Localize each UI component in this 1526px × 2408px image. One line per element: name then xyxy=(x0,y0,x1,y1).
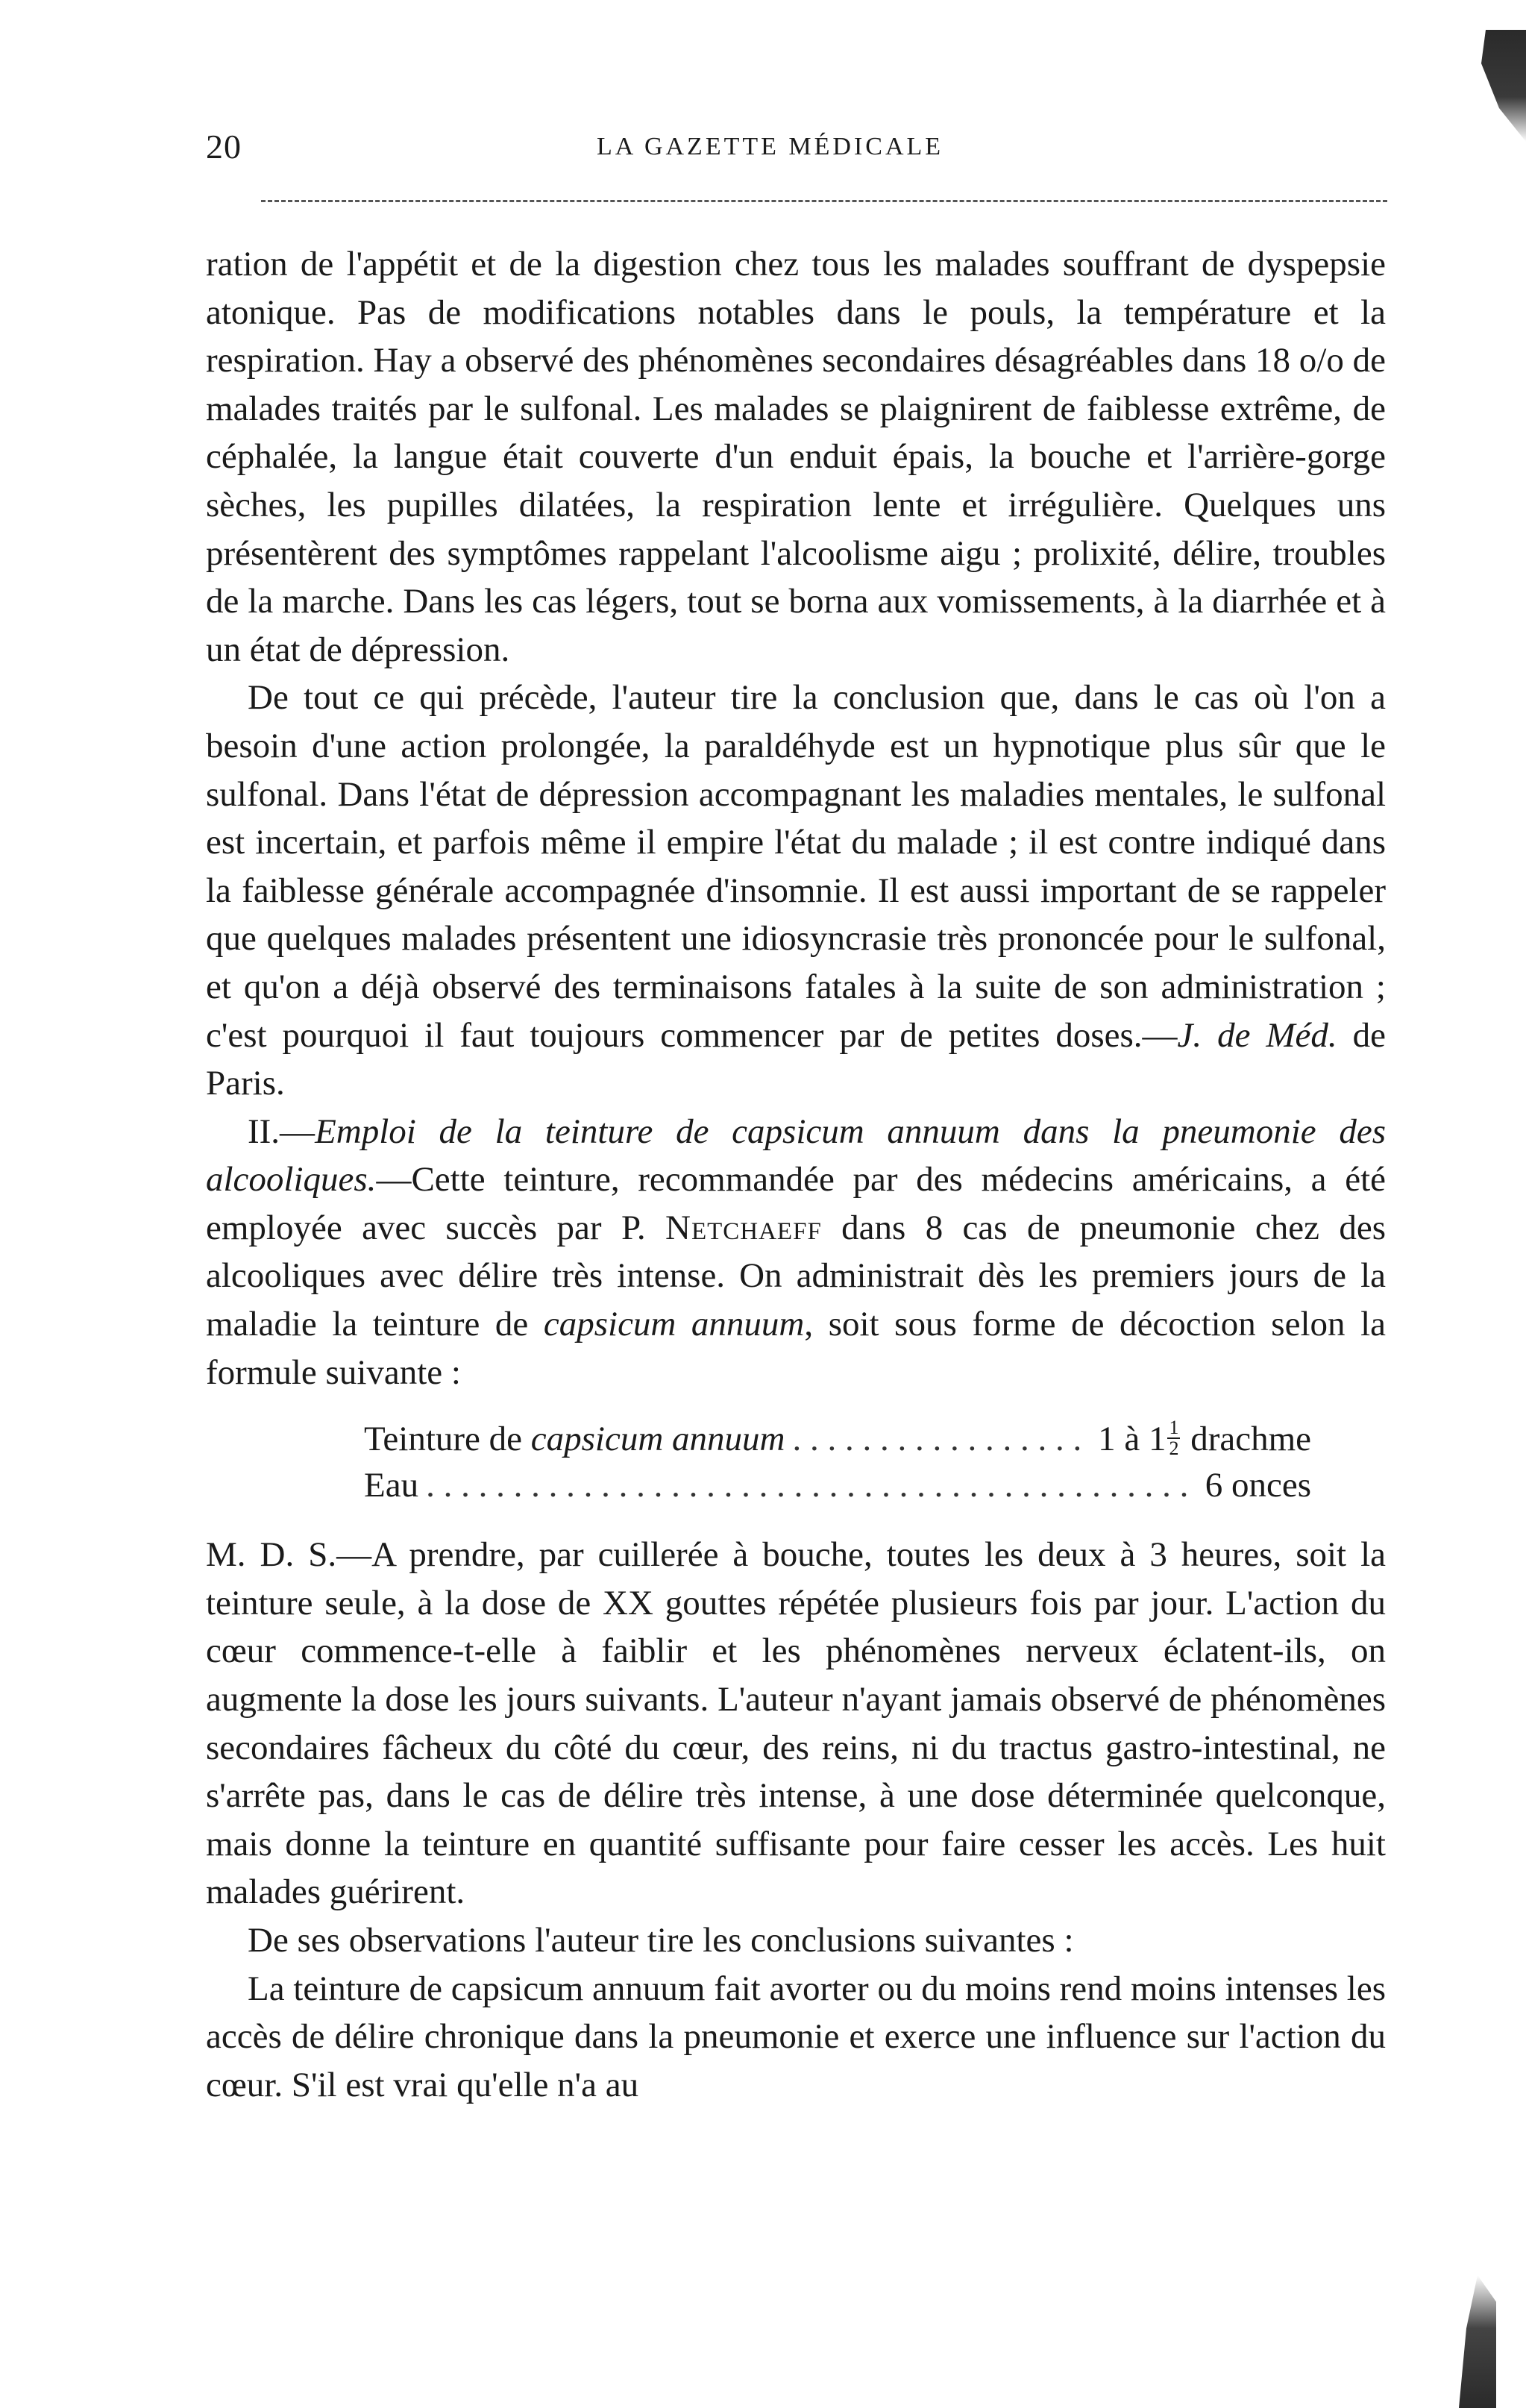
paragraph-continuation: ration de l'appétit et de la digestion chez tous les malades souffrant de dyspepsie atonique. Pas de modifications notables dans le pouls, la température et la respiration. Hay a observé des phénomènes secondaires désagréables dans 18 o/o de malades traités par le sulfonal. Les malades se plaignirent de faiblesse extrême, de céphalée, la langue était couverte d'un enduit épais, la bouche et l'arrière-gorge sèches, les pupilles dilatées, la respiration lente et irrégulière. Quelques uns présentèrent des symptômes rappelant l'alcoolisme aigu ; prolixité, délire, troubles de la marche. Dans les cas légers, tout se borna aux vomissements, à la diarrhée et à un état de dépression. xyxy=(206,245,1386,669)
formula-row-tincture xyxy=(364,1416,1311,1462)
capsicum-term: capsicum annuum xyxy=(543,1305,805,1344)
fraction-numerator: 1 xyxy=(1169,1417,1179,1439)
source-city: de Paris. xyxy=(206,1015,1386,1103)
paragraph-section-ii xyxy=(206,1108,1386,1397)
paragraph-dosage: M. D. S.—A prendre, par cuillerée à bouche, toutes les deux à 3 heures, soit la teinture seule, à la dose de XX gouttes répétée plusieurs fois par jour. L'action du cœur commence-t-elle à faiblir et les phénomènes nerveux éclatent-ils, on augmente la dose les jours suivants. L'auteur n'ayant jamais observé de phénomènes secondaires fâcheux du côté du cœur, des reins, ni du tractus gastro-intestinal, ne s'arrête pas, dans le cas de délire très intense, à une dose déterminée quelconque, mais donne la teinture en quantité suffisante pour faire cesser les accès. Les huit malades guérirent. xyxy=(206,1535,1386,1912)
section-number: II.— xyxy=(248,1111,315,1151)
formula-dose-tincture-unit: drachme xyxy=(1181,1420,1311,1459)
dot-leader xyxy=(793,1416,1091,1462)
article-body xyxy=(206,240,1386,2109)
paragraph-conclusion-text: De tout ce qui précède, l'auteur tire la conclusion que, dans le cas où l'on a besoin d'une action prolongée, la paraldéhyde est un hypnotique plus sûr que le sulfonal. Dans l'état de dépression accompagnant les maladies mentales, le sulfonal est incertain, et parfois même il empire l'état du malade ; il est contre indiqué dans la faiblesse générale accompagnée d'insomnie. Il est aussi important de se rappeler que quelques malades présentent une idiosyncrasie très prononcée pour le sulfonal, et qu'on a déjà observé des terminaisons fatales à la suite de son administration ; c'est pourquoi il faut toujours commencer par de petites doses.— xyxy=(206,678,1386,1055)
section-text-c: , soit sous forme de décoction selon la formule suivante : xyxy=(206,1305,1386,1392)
fraction-denominator: 2 xyxy=(1169,1437,1179,1460)
formula-label-tincture-prefix: Teinture de xyxy=(364,1420,531,1459)
paragraph-conclusion xyxy=(206,674,1386,1107)
formula-label-tincture xyxy=(364,1416,785,1462)
formula-label-tincture-italic: capsicum annuum xyxy=(530,1420,785,1459)
paragraph-findings: La teinture de capsicum annuum fait avorter ou du moins rend moins intenses les accès de délire chronique dans la pneumonie et exerce une influence sur l'action du cœur. S'il est vrai qu'elle n'a au xyxy=(206,1969,1386,2104)
dot-leader xyxy=(426,1462,1198,1508)
section-text-a: —Cette teinture, recommandée par des médecins américains, a été employée avec succès par P. xyxy=(206,1160,1386,1247)
page-number: 20 xyxy=(206,128,242,166)
formula-dose-water: 6 onces xyxy=(1205,1466,1311,1505)
fraction-half xyxy=(1167,1418,1180,1458)
scan-edge-mark-top xyxy=(1481,30,1526,142)
running-title: LA GAZETTE MÉDICALE xyxy=(597,133,944,160)
source-citation: J. de Méd. xyxy=(1177,1015,1337,1055)
paragraph-observations: De ses observations l'auteur tire les conclusions suivantes : xyxy=(248,1921,1074,1960)
scan-edge-mark-bottom xyxy=(1459,2275,1496,2408)
formula-dose-tincture xyxy=(1098,1416,1311,1462)
formula-label-water: Eau xyxy=(364,1466,419,1505)
author-name: Netchaeff xyxy=(665,1208,822,1247)
formula-row-water xyxy=(364,1462,1311,1508)
formula-dose-tincture-main: 1 à 1 xyxy=(1098,1420,1167,1459)
section-text-b: dans 8 cas de pneumonie chez des alcooliques avec délire très intense. On administrait dès les premiers jours de la maladie la teinture de xyxy=(206,1208,1386,1344)
prescription-formula xyxy=(206,1416,1386,1508)
section-title: Emploi de la teinture de capsicum annuum dans la pneumonie des alcooliques. xyxy=(206,1111,1386,1200)
header-rule xyxy=(261,200,1387,202)
